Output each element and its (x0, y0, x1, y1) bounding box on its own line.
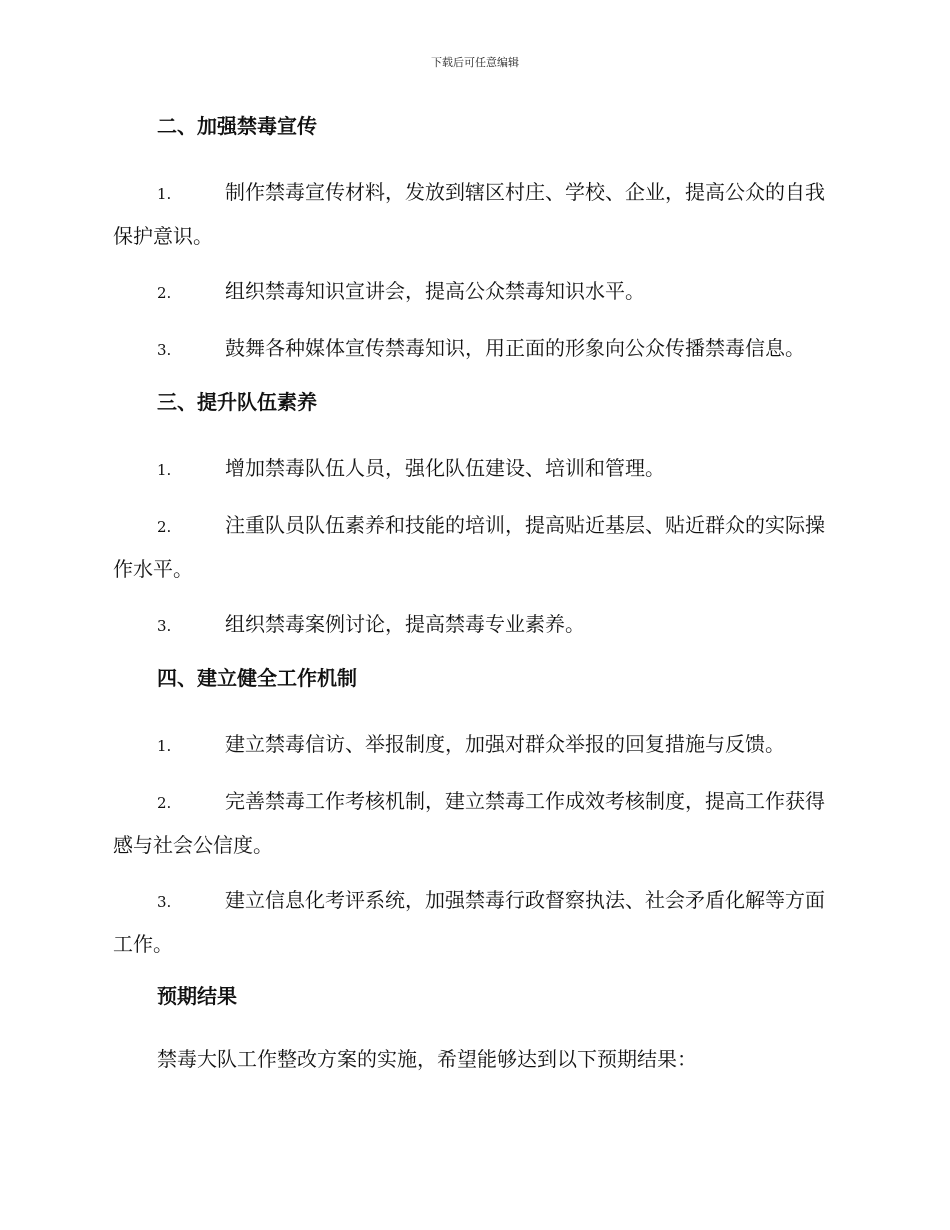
item-text: 制作禁毒宣传材料，发放到辖区村庄、学校、企业，提高公众的自我保护意识。 (113, 180, 825, 248)
item-number: 2. (157, 794, 172, 812)
list-item (113, 327, 835, 371)
item-text: 增加禁毒队伍人员，强化队伍建设、培训和管理。 (225, 456, 665, 480)
item-number: 3. (157, 893, 172, 911)
item-number: 1. (157, 185, 172, 203)
item-text: 组织禁毒知识宣讲会，提高公众禁毒知识水平。 (225, 279, 645, 303)
list-item (113, 603, 835, 647)
page-header: 下载后可任意编辑 (431, 56, 519, 69)
section-heading: 二、加强禁毒宣传 (157, 114, 317, 138)
item-number: 1. (157, 737, 172, 755)
results-intro: 禁毒大队工作整改方案的实施，希望能够达到以下预期结果： (157, 1047, 697, 1071)
list-item (113, 447, 835, 491)
document-body (113, 108, 835, 1077)
list-item (113, 723, 835, 767)
section-team-quality (113, 384, 835, 647)
item-text: 注重队员队伍素养和技能的培训，提高贴近基层、贴近群众的实际操作水平。 (113, 513, 825, 581)
section-expected-results (113, 978, 835, 1077)
item-text: 组织禁毒案例讨论，提高禁毒专业素养。 (225, 612, 585, 636)
list-item (113, 171, 835, 257)
section-heading: 预期结果 (157, 984, 237, 1008)
section-propaganda (113, 108, 835, 371)
item-text: 建立信息化考评系统，加强禁毒行政督察执法、社会矛盾化解等方面工作。 (113, 888, 825, 956)
section-heading: 四、建立健全工作机制 (157, 666, 357, 690)
item-number: 1. (157, 461, 172, 479)
item-number: 2. (157, 518, 172, 536)
item-number: 3. (157, 341, 172, 359)
section-work-mechanism (113, 660, 835, 965)
list-item (113, 780, 835, 866)
list-item (113, 879, 835, 965)
item-text: 建立禁毒信访、举报制度，加强对群众举报的回复措施与反馈。 (225, 732, 785, 756)
list-item (113, 270, 835, 314)
item-text: 鼓舞各种媒体宣传禁毒知识，用正面的形象向公众传播禁毒信息。 (225, 336, 805, 360)
item-text: 完善禁毒工作考核机制，建立禁毒工作成效考核制度，提高工作获得感与社会公信度。 (113, 789, 825, 857)
item-number: 3. (157, 617, 172, 635)
list-item (113, 504, 835, 590)
item-number: 2. (157, 284, 172, 302)
section-heading: 三、提升队伍素养 (157, 390, 317, 414)
